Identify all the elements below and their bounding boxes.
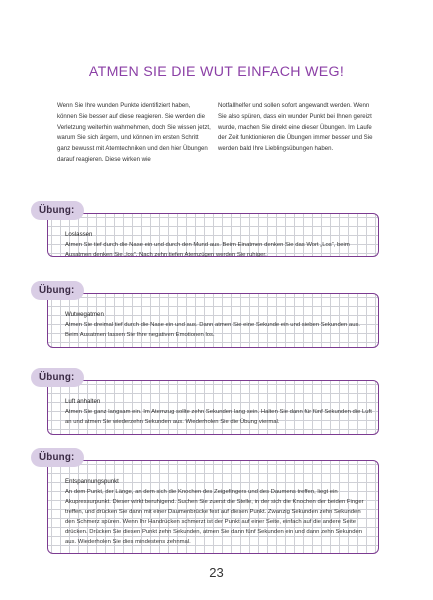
exercise-heading: Wutwegatmen — [65, 311, 104, 318]
page-number: 23 — [209, 565, 224, 580]
exercise-box-2 — [39, 285, 379, 348]
exercise-text: An dem Punkt, der Länge, an dem sich die Knochen des Zeigefingers und des Daumens treffen, liegt ein Akupressurpunkt. Dieser wirkt beruhigend. Suchen Sie zuerst die Stelle, in der sich die Knochen der beiden Finger treffen, und drücken Sie dann mit einer Daumenbrücke fest auf diesen Punkt. Zwanzig Sekunden zehn Sekunden den Schmerz spüren. Wenn Ihr Handrücken schmerzt ist der Punkt auf einer Seite, einfach auf die andere Seite drücken. Drücken Sie diesen Punkt zehn Sekunden, atmen Sie dann fünf Sekunden ein und dann zehn Sekunden aus. Wiederholen Sie dies mindestens zehnmal. — [65, 489, 364, 545]
exercise-badge: Übung: — [31, 448, 84, 467]
exercise-box-4 — [39, 452, 379, 554]
intro-column-right: Notfallhelfer und sollen sofort angewandt werden. Wenn Sie also spüren, dass ein wunder Punkt bei Ihnen gereizt wurde, machen Sie direkt eine dieser Übungen. Im Laufe der Zeit funktionieren die Übungen immer besser und Sie werden bald Ihre Lieblingsübungen haben. — [218, 102, 373, 153]
page-title: ATMEN SIE DIE WUT EINFACH WEG! — [88, 64, 345, 80]
exercise-badge: Übung: — [31, 368, 84, 387]
intro-column-left: Wenn Sie Ihre wunden Punkte identifiziert haben, können Sie besser auf diese reagieren. Sie werden die Verletzung weiterhin wahrnehmen, doch Sie wissen jetzt, warum Sie sich ärgern, und können im ersten Schritt ganz bewusst mit Atemtechniken und den hier Übungen darauf reagieren. Diese wirken wie — [57, 102, 211, 163]
exercise-heading: Entspannungspunkt — [65, 478, 119, 485]
exercise-heading: Loslassen — [65, 231, 93, 238]
exercise-badge: Übung: — [31, 201, 84, 220]
exercise-text: Atmen Sie dreimal tief durch die Nase ein und aus. Dann atmen Sie eine Sekunde ein und sieben Sekunden aus. Beim Ausatmen lassen Sie Ihre negativen Emotionen los. — [65, 322, 361, 338]
exercise-badge: Übung: — [31, 281, 84, 300]
exercise-text: Atmen Sie tief durch die Nase ein und durch den Mund aus. Beim Einatmen denken Sie das Wort „Los“, beim Ausatmen denken Sie „los“. Nach zehn tiefen Atemzügen werden Sie ruhiger. — [65, 242, 350, 258]
exercise-heading: Luft anhalten — [65, 398, 101, 405]
exercise-box-3 — [39, 372, 379, 435]
exercise-box-1 — [39, 205, 379, 258]
exercise-text: Atmen Sie ganz langsam ein. Im Atemzug sollte zehn Sekunden lang sein. Halten Sie dann für fünf Sekunden die Luft an und atmen Sie wiederzehn Sekunden aus. Wiederholen Sie die Übung viermal. — [65, 409, 372, 425]
